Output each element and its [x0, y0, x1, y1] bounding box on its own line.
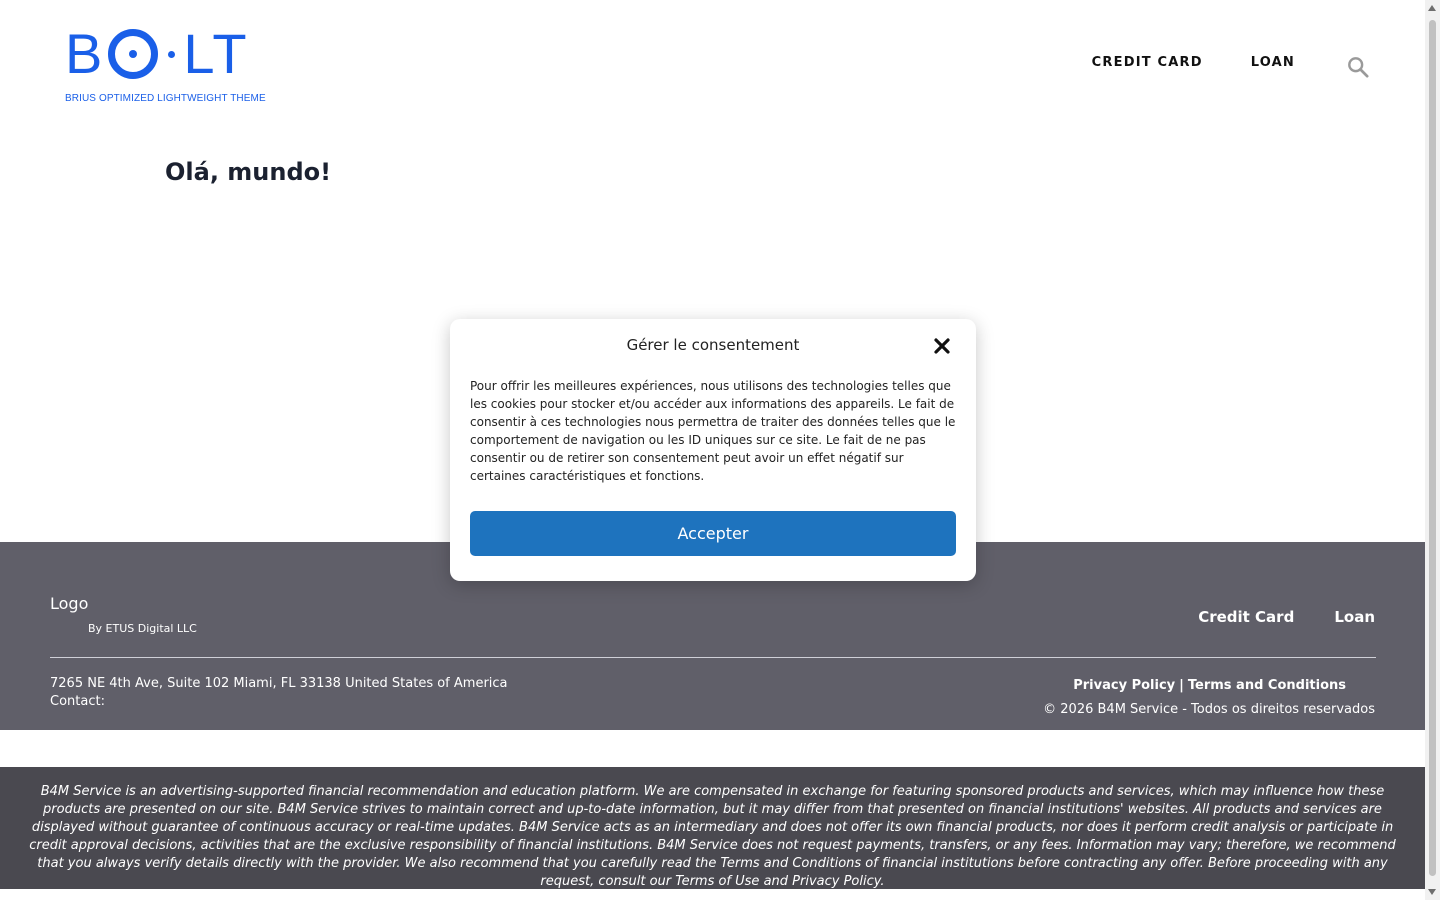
logo-wordmark [65, 22, 249, 85]
footer-link-credit-card[interactable]: Credit Card [1198, 608, 1295, 626]
logo-letters-lt: LT [183, 22, 249, 85]
footer-logo-broken-image[interactable]: Logo [50, 594, 89, 613]
logo-letter-b: B [65, 22, 105, 85]
search-icon[interactable] [1347, 56, 1369, 78]
consent-modal-text: Pour offrir les meilleures expériences, nous utilisons des technologies telles que les cookies pour stocker et/ou accéder aux informations des appareils. Le fait de consentir à ces technologies nous permettra de traiter des données telles que le comportement de navigation ou les ID uniques sur ce site. Le fait de ne pas consentir ou de retirer son consentement peut avoir un effet négatif sur certaines caractéristiques et fonctions. [470, 379, 956, 483]
scroll-thumb[interactable] [1429, 20, 1436, 876]
nav-loan[interactable]: LOAN [1250, 55, 1295, 70]
footer-nav [1198, 608, 1375, 626]
scroll-up-arrow-icon[interactable] [1428, 5, 1436, 11]
accept-button[interactable]: Accepter [470, 511, 956, 556]
footer-divider [50, 657, 1376, 658]
footer-byline: By ETUS Digital LLC [88, 622, 197, 635]
logo-circle-icon [108, 29, 158, 79]
site-logo[interactable] [65, 22, 275, 106]
page-title: Olá, mundo! [165, 158, 332, 186]
page-scrollbar[interactable] [1425, 0, 1440, 900]
footer-legal-links [1073, 678, 1346, 693]
close-icon[interactable] [932, 336, 952, 356]
copyright: © 2026 B4M Service - Todos os direitos reservados [1043, 702, 1375, 717]
main-nav [1092, 55, 1295, 70]
scroll-down-arrow-icon[interactable] [1428, 889, 1436, 895]
logo-dot-icon [168, 51, 175, 58]
consent-modal-title: Gérer le consentement [626, 336, 800, 354]
footer-address-block [50, 675, 508, 711]
terms-link[interactable]: Terms and Conditions [1187, 678, 1346, 693]
legal-separator: | [1179, 678, 1184, 693]
logo-tagline: BRIUS OPTIMIZED LIGHTWEIGHT THEME [65, 93, 266, 104]
consent-modal [450, 319, 976, 581]
disclaimer: B4M Service is an advertising-supported financial recommendation and education platform. We are compensated in exchange for featuring sponsored products and services, which may influence how these products are presented on our site. B4M Service strives to maintain correct and up-to-date information, but it may differ from that presented on financial institutions' websites. All products and services are displayed without guarantee of continuous accuracy or real-time updates. B4M Service acts as an intermediary and does not offer its own financial products, nor does it perform credit analysis or participate in credit approval decisions, activities that are the exclusive responsibility of financial institutions. B4M Service does not request payments, transfers, or any fees. Information may vary; therefore, we recommend that you always verify details directly with the provider. We also recommend that you carefully read the Terms and Conditions of financial institutions before contracting any offer. Before proceeding with any request, consult our Terms of Use and Privacy Policy. [0, 767, 1425, 889]
privacy-policy-link[interactable]: Privacy Policy [1073, 678, 1176, 693]
footer-contact-label: Contact: [50, 694, 105, 709]
footer-address: 7265 NE 4th Ave, Suite 102 Miami, FL 33138 United States of America [50, 676, 508, 691]
nav-credit-card[interactable]: CREDIT CARD [1091, 55, 1203, 70]
footer-link-loan[interactable]: Loan [1334, 608, 1375, 626]
